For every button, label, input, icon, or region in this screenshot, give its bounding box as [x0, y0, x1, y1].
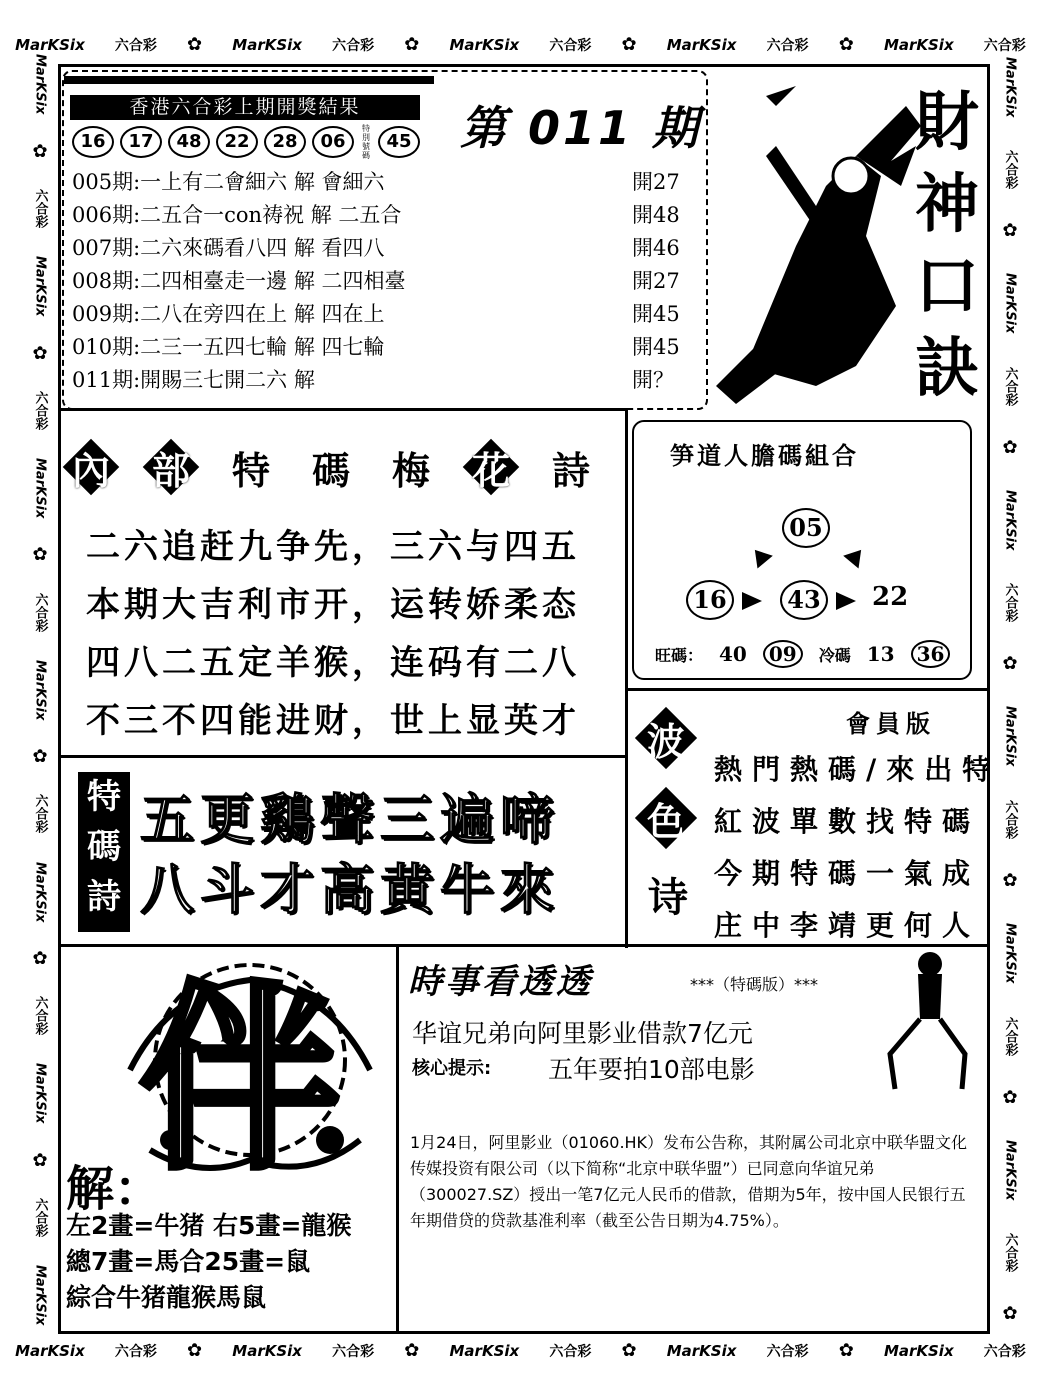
liuhe-label: 六合彩 — [332, 1344, 375, 1360]
marksix-label: MarKSix — [32, 1063, 48, 1124]
god-title-char: 口 — [915, 250, 979, 324]
flower-icon: ✿ — [32, 1150, 48, 1172]
poem-line: 二六追赶九争先，三六与四五 — [86, 527, 580, 567]
marksix-label: MarKSix — [32, 54, 48, 115]
news-subtitle: ***（特碼版）*** — [690, 975, 819, 994]
combo-title: 笋道人膽碼組合 — [670, 441, 859, 470]
liuhe-label: 六合彩 — [1002, 150, 1018, 190]
marksix-label: MarKSix — [1002, 56, 1018, 117]
hot-number: 40 — [719, 642, 747, 666]
liuhe-label: 六合彩 — [332, 38, 375, 54]
history-open: 開27 — [632, 170, 680, 194]
god-title-char: 神 — [915, 168, 979, 242]
flower-icon: ✿ — [404, 1340, 420, 1361]
arrow-icon — [742, 592, 762, 610]
poem-title-char: 花 — [464, 440, 518, 494]
liuhe-label: 六合彩 — [1002, 799, 1018, 839]
marksix-label: MarKSix — [449, 1342, 520, 1360]
poem-title — [64, 440, 598, 494]
member-label: 會員版 — [846, 709, 936, 738]
news-tip-label: 核心提示: — [412, 1058, 492, 1079]
flower-icon: ✿ — [32, 140, 48, 162]
marksix-label: MarKSix — [15, 1342, 85, 1360]
combo-footer — [655, 640, 950, 668]
news-body: 1月24日，阿里影业（01060.HK）发布公告称，其附属公司北京中联华盟文化传媒投资有限公司（以下简称“北京中联华盟”）已同意向华谊兄弟（300027.SZ）授出一笔7亿元人民币的借款，借期为5年，按中国人民银行五年期借贷的贷款基准利率（截至公告日期为4.75%）。 — [410, 1133, 968, 1230]
liuhe-label: 六合彩 — [983, 38, 1026, 54]
poem-title-char: 碼 — [311, 447, 350, 493]
history-open: 開27 — [632, 269, 680, 293]
history-row — [72, 331, 692, 364]
history-row — [72, 166, 692, 199]
marksix-label: MarKSix — [1002, 706, 1018, 767]
god-title — [912, 82, 982, 410]
flower-icon: ✿ — [1002, 653, 1018, 675]
liuhe-label: 六合彩 — [32, 794, 48, 834]
flower-icon: ✿ — [32, 544, 48, 566]
riddle-line: 左2畫=牛猪 右5畫=龍猴 — [66, 1211, 352, 1240]
history-row — [72, 298, 692, 331]
history-open: 開45 — [632, 302, 680, 326]
liuhe-label: 六合彩 — [32, 188, 48, 228]
liuhe-label: 六合彩 — [1002, 1233, 1018, 1273]
marksix-label: MarKSix — [32, 861, 48, 922]
header-bar — [64, 76, 434, 84]
flower-icon: ✿ — [187, 34, 203, 55]
history-text: 005期:一上有二會細六 解 會細六 — [72, 170, 385, 194]
issue-title: 第 011 期 — [460, 101, 702, 155]
flower-icon: ✿ — [838, 34, 854, 55]
combo-right: 22 — [872, 582, 909, 612]
arrow-icon — [836, 592, 856, 610]
marksix-label: MarKSix — [32, 255, 48, 317]
marksix-label: MarKSix — [1002, 1139, 1018, 1201]
wave-line: 紅波單數找特碼 — [714, 805, 981, 838]
divider — [58, 755, 628, 758]
flower-icon: ✿ — [1002, 870, 1018, 892]
liuhe-label: 六合彩 — [32, 1198, 48, 1238]
result-ball: 48 — [168, 126, 210, 158]
history-row — [72, 265, 692, 298]
flower-icon: ✿ — [621, 34, 637, 55]
combo-top: 05 — [782, 508, 830, 548]
special-ball: 45 — [378, 126, 420, 158]
border-strip-top — [0, 28, 1041, 62]
riddle-line: 總7畫=馬合25畫=鼠 — [66, 1247, 311, 1276]
marksix-label: MarKSix — [15, 36, 85, 54]
special-poem-label — [78, 772, 130, 932]
result-ball: 28 — [264, 126, 306, 158]
flower-icon: ✿ — [32, 948, 48, 970]
marksix-label: MarKSix — [666, 1342, 737, 1360]
history-open: 開45 — [632, 335, 680, 359]
flower-icon: ✿ — [1002, 1303, 1018, 1325]
poem-line: 四八二五定羊猴，连码有二八 — [86, 643, 580, 683]
riddle-title: 解： — [66, 1161, 163, 1217]
special-poem-label-char: 詩 — [87, 877, 121, 917]
poem-title-char: 詩 — [551, 447, 590, 493]
liuhe-label: 六合彩 — [549, 1344, 592, 1360]
poem-title-char: 梅 — [391, 447, 430, 493]
flower-icon: ✿ — [32, 342, 48, 364]
result-ball: 06 — [312, 126, 354, 158]
liuhe-label: 六合彩 — [766, 1344, 809, 1360]
wave-line: 熱門熱碼/來出特 — [714, 753, 1001, 786]
poem-line: 本期大吉利市开，运转娇柔态 — [86, 585, 580, 625]
special-poem-line: 五更鷄聲三遍啼 — [140, 787, 560, 851]
liuhe-label: 六合彩 — [32, 390, 48, 430]
combo-left: 16 — [686, 580, 734, 620]
special-poem-label-char: 特 — [87, 777, 121, 817]
cold-number: 13 — [866, 642, 895, 666]
divider — [625, 408, 628, 948]
cold-label: 冷碼 — [818, 645, 851, 665]
history-text: 008期:二四相臺走一邊 解 二四相臺 — [72, 269, 406, 293]
flower-icon: ✿ — [32, 746, 48, 768]
wave-side-char: 色 — [636, 788, 696, 848]
special-poem-lines — [140, 784, 560, 924]
marksix-label: MarKSix — [32, 1265, 48, 1326]
cold-number: 36 — [911, 640, 951, 668]
flower-icon: ✿ — [404, 34, 420, 55]
news-headline: 华谊兄弟向阿里影业借款7亿元 — [412, 1019, 753, 1048]
flower-icon: ✿ — [1002, 436, 1018, 458]
history-text: 010期:二三一五四七輪 解 四七輪 — [72, 335, 385, 359]
wave-line: 庄中李靖更何人 — [714, 909, 981, 942]
border-strip-right — [992, 40, 1028, 1340]
history-text: 009期:二八在旁四在上 解 四在上 — [72, 302, 385, 326]
woman-illustration — [870, 944, 980, 1094]
history-text: 006期:二五合一con祷祝 解 二五合 — [72, 203, 402, 227]
liuhe-label: 六合彩 — [114, 38, 157, 54]
wave-line: 今期特碼一氣成 — [714, 857, 981, 890]
news-title: 時事看透透 — [408, 962, 593, 1002]
riddle-line: 綜合牛猪龍猴馬鼠 — [66, 1283, 267, 1312]
marksix-label: MarKSix — [232, 36, 302, 54]
history-text: 007期:二六來碼看八四 解 看四八 — [72, 236, 385, 260]
marksix-label: MarKSix — [1002, 489, 1018, 551]
history-open: 開？ — [632, 368, 674, 392]
riddle-lines — [66, 1208, 351, 1316]
flower-icon: ✿ — [838, 1340, 854, 1361]
result-ball: 16 — [72, 126, 114, 158]
liuhe-label: 六合彩 — [983, 1344, 1026, 1360]
wave-side-char: 诗 — [648, 874, 688, 921]
result-balls — [72, 124, 420, 160]
poem-title-char: 部 — [144, 440, 198, 494]
results-header: 香港六合彩上期開獎結果 — [70, 95, 420, 120]
poem-title-char: 內 — [64, 440, 118, 494]
border-strip-left — [22, 40, 58, 1340]
history-row — [72, 364, 692, 397]
marksix-label: MarKSix — [883, 1342, 954, 1360]
history-open: 開48 — [632, 203, 680, 227]
marksix-label: MarKSix — [666, 36, 737, 54]
special-poem-line: 八斗才高黄牛來 — [140, 857, 560, 921]
liuhe-label: 六合彩 — [549, 38, 592, 54]
marksix-label: MarKSix — [32, 457, 48, 519]
hot-number: 09 — [763, 640, 803, 668]
wave-lines — [714, 744, 1001, 952]
history-open: 開46 — [632, 236, 680, 260]
special-poem-label-char: 碼 — [87, 827, 121, 867]
liuhe-label: 六合彩 — [32, 592, 48, 632]
marksix-label: MarKSix — [1002, 923, 1018, 984]
divider — [625, 688, 990, 691]
god-title-char: 財 — [915, 86, 979, 160]
flower-icon: ✿ — [1002, 1086, 1018, 1108]
history-text: 011期:開賜三七開二六 解 — [72, 368, 315, 392]
divider — [58, 408, 628, 411]
flower-icon: ✿ — [621, 1340, 637, 1361]
marksix-label: MarKSix — [449, 36, 520, 54]
hot-label: 旺碼： — [655, 645, 704, 665]
liuhe-label: 六合彩 — [1002, 583, 1018, 623]
history-list — [72, 166, 692, 397]
liuhe-label: 六合彩 — [766, 38, 809, 54]
border-strip-bottom — [0, 1334, 1041, 1368]
poem-title-char: 特 — [231, 447, 270, 493]
god-title-char: 訣 — [915, 332, 979, 406]
liuhe-label: 六合彩 — [1002, 366, 1018, 406]
liuhe-label: 六合彩 — [1002, 1016, 1018, 1056]
riddle-character: 伴 — [140, 962, 341, 1197]
flower-icon: ✿ — [187, 1340, 203, 1361]
flower-icon: ✿ — [1002, 220, 1018, 242]
marksix-label: MarKSix — [32, 659, 48, 721]
wave-side-char: 波 — [636, 708, 696, 768]
history-row — [72, 199, 692, 232]
poem-line: 不三不四能进财，世上显英才 — [86, 701, 580, 741]
special-label: 特別號碼 — [362, 124, 370, 160]
combo-middle: 43 — [780, 580, 828, 620]
liuhe-label: 六合彩 — [114, 1344, 157, 1360]
divider — [396, 944, 399, 1334]
news-tip: 五年要拍10部电影 — [548, 1055, 755, 1084]
history-row — [72, 232, 692, 265]
marksix-label: MarKSix — [232, 1342, 302, 1360]
result-ball: 22 — [216, 126, 258, 158]
poem-lines — [86, 518, 586, 750]
marksix-label: MarKSix — [1002, 273, 1018, 334]
liuhe-label: 六合彩 — [32, 996, 48, 1036]
marksix-label: MarKSix — [883, 36, 954, 54]
result-ball: 17 — [120, 126, 162, 158]
